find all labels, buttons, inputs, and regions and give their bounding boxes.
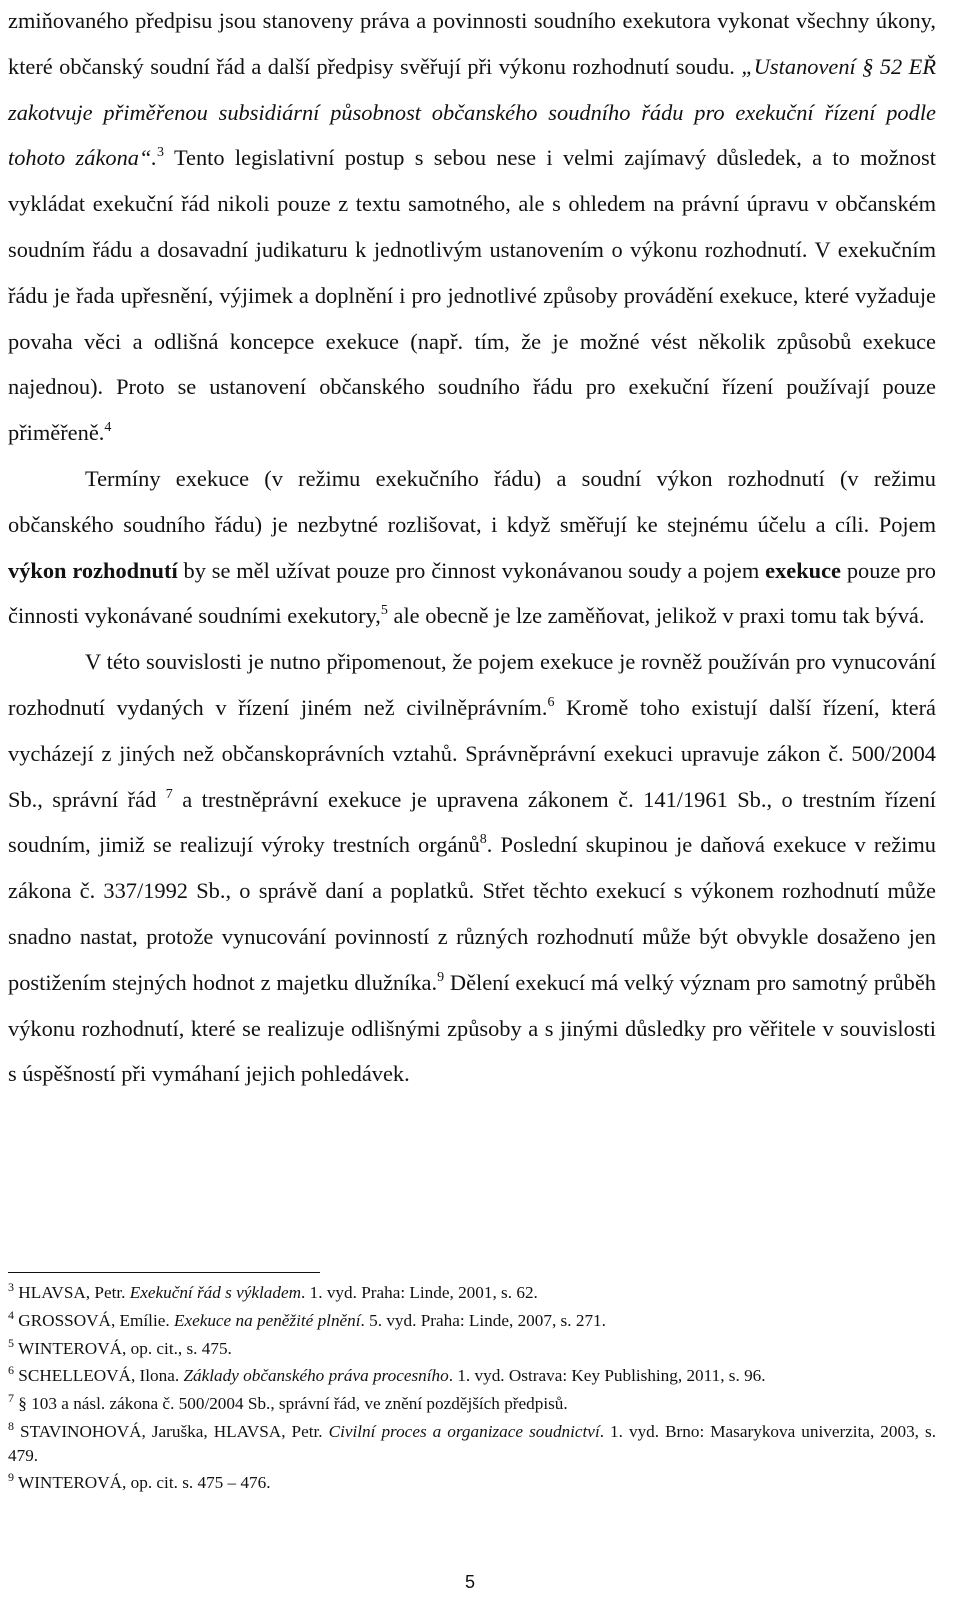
- page-number: 5: [464, 1572, 475, 1592]
- text-run: . 1. vyd. Ostrava: Key Publishing, 2011, s. 96.: [448, 1366, 766, 1386]
- paragraph: [8, 0, 936, 456]
- footnote: [8, 1337, 936, 1361]
- footnote: [8, 1471, 936, 1495]
- italic-text: Exekuce na peněžité plnění: [173, 1310, 361, 1330]
- text-run: . 5. vyd. Praha: Linde, 2007, s. 271.: [360, 1310, 606, 1330]
- footnote: [8, 1281, 936, 1305]
- text-run: . 1. vyd. Praha: Linde, 2001, s. 62.: [301, 1283, 538, 1302]
- text-run: Termíny exekuce (v režimu exekučního řádu) a soudní výkon rozhodnutí (v režimu občanského soudního řádu) je nezbytné rozlišovat, i když směřují ke stejnému účelu a cíli. Pojem: [8, 465, 936, 537]
- document-page: [8, 0, 936, 1097]
- bold-term: exekuce: [765, 557, 841, 583]
- footnote-reference: 4: [104, 420, 112, 436]
- footnote: [8, 1420, 936, 1467]
- text-run: ale obecně je lze zaměňovat, jelikož v praxi tomu tak bývá.: [387, 603, 925, 629]
- footnote-reference: 5: [380, 603, 388, 619]
- italic-text: „Ustanovení § 52 EŘ zakotvuje přiměřenou subsidiární působnost občanského soudního řádu pro exekuční řízení podle tohoto zákona“.: [8, 53, 937, 171]
- text-run: . Poslední skupinou je daňová exekuce v režimu zákona č. 337/1992 Sb., o správě daní a poplatků. Střet těchto exekucí s výkonem rozhodnutí může snadno nastat, protože vynucování povinností z různých rozhodnutí může být obvykle dosaženo jen postižením stejných hodnot z majetku dlužníka.: [8, 832, 936, 995]
- footnote-reference: 6: [547, 694, 555, 710]
- text-run: zmiňovaného předpisu jsou stanoveny práva a povinnosti soudního exekutora vykonat všechny úkony, které občanský soudní řád a další předpisy svěřují při výkonu rozhodnutí soudu.: [8, 8, 936, 79]
- footnote-number: 9: [8, 1470, 14, 1485]
- italic-text: Základy občanského práva procesního: [183, 1366, 449, 1386]
- footnotes: [8, 1281, 936, 1499]
- text-run: § 103 a násl. zákona č. 500/2004 Sb., správní řád, ve znění pozdějších předpisů.: [14, 1394, 568, 1414]
- text-run: WINTEROVÁ, op. cit., s. 475.: [14, 1338, 232, 1358]
- footnote-reference: 8: [479, 832, 487, 848]
- text-run: V této souvislosti je nutno připomenout, že pojem exekuce je rovněž používán pro vynucování rozhodnutí vydaných v řízení jiném než civilněprávním.: [8, 649, 936, 720]
- text-run: Dělení exekucí má velký význam pro samotný průběh výkonu rozhodnutí, které se realizuje odlišnými způsoby a s jinými důsledky pro věřitele v souvislosti s úspěšností při vymáhaní jejich pohledávek.: [8, 969, 936, 1087]
- footnote-number: 6: [8, 1363, 14, 1378]
- text-run: . 1. vyd. Brno: Masarykova univerzita, 2003, s. 479.: [8, 1421, 937, 1465]
- footnote-reference: 3: [157, 145, 165, 161]
- footnote: [8, 1364, 936, 1388]
- paragraph: [8, 639, 936, 1097]
- text-run: Tento legislativní postup s sebou nese i velmi zajímavý důsledek, a to možnost vykládat exekuční řád nikoli pouze z textu samotného, ale s ohledem na právní úpravu v občanském soudním řádu a dosavadní judikaturu k jednotlivým ustanovením o výkonu rozhodnutí. V exekučním řádu je řada upřesnění, výjimek a doplnění i pro jednotlivé způsoby provádění exekuce, které vyžaduje povaha věci a odlišná koncepce exekuce (např. tím, že je možné vést několik způsobů exekuce najednou). Proto se ustanovení občanského soudního řádu pro exekuční řízení používají pouze přiměřeně.: [8, 145, 936, 446]
- text-run: GROSSOVÁ, Emílie.: [14, 1310, 174, 1330]
- text-run: pouze pro činnosti vykonávané soudními exekutory,: [8, 557, 936, 629]
- footnote-reference: 9: [437, 969, 445, 985]
- footnote: [8, 1392, 936, 1416]
- footnote-separator: [8, 1272, 320, 1273]
- footnote-number: 3: [8, 1279, 14, 1294]
- paragraph: [8, 456, 936, 639]
- footnote-number: 4: [8, 1307, 14, 1322]
- footnote-number: 8: [8, 1418, 14, 1433]
- text-run: STAVINOHOVÁ, Jaruška, HLAVSA, Petr.: [14, 1421, 329, 1441]
- italic-text: Civilní proces a organizace soudnictví: [328, 1421, 600, 1441]
- text-run: HLAVSA, Petr.: [14, 1283, 130, 1302]
- body-text: [8, 0, 936, 1097]
- text-run: a trestněprávní exekuce je upravena zákonem č. 141/1961 Sb., o trestním řízení soudním, jimiž se realizují výroky trestních orgánů: [8, 786, 937, 858]
- footnote-number: 5: [8, 1335, 14, 1350]
- italic-text: Exekuční řád s výkladem: [129, 1283, 302, 1302]
- text-run: by se měl užívat pouze pro činnost vykonávanou soudy a pojem: [177, 557, 766, 583]
- footnote-number: 7: [8, 1390, 14, 1405]
- footnote: [8, 1309, 936, 1333]
- bold-term: výkon rozhodnutí: [8, 557, 178, 583]
- text-run: Kromě toho existují další řízení, která vycházejí z jiných než občanskoprávních vztahů. Správněprávní exekuci upravuje zákon č. 500/2004 Sb., správní řád: [8, 694, 936, 812]
- text-run: WINTEROVÁ, op. cit. s. 475 – 476.: [14, 1473, 271, 1493]
- text-run: SCHELLEOVÁ, Ilona.: [14, 1366, 184, 1386]
- footnote-reference: 7: [165, 786, 173, 802]
